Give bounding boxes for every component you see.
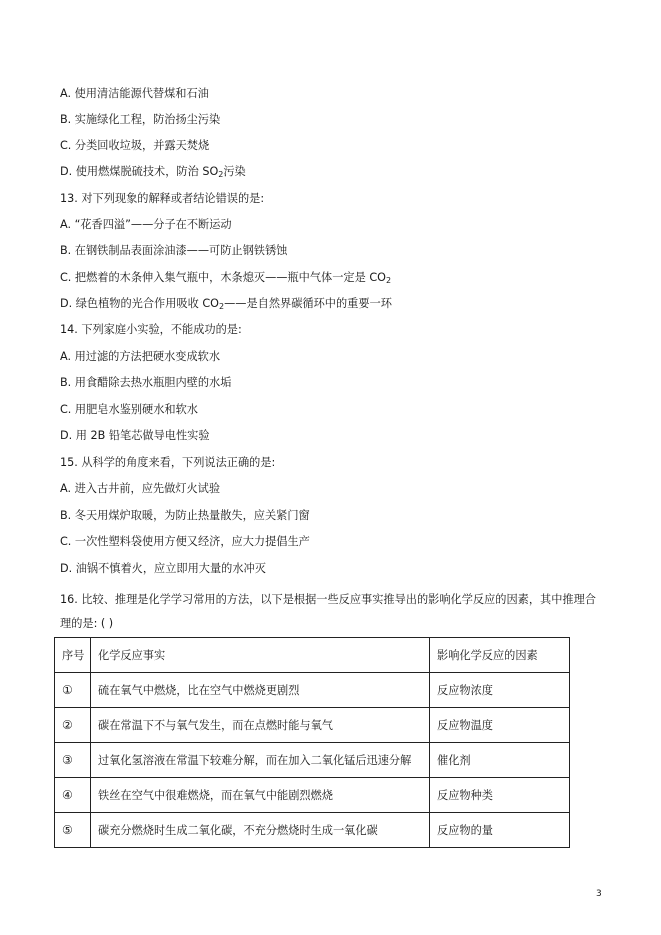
q12-option-d-tail: 污染 <box>223 165 246 178</box>
q14-option-c: C. 用肥皂水鉴别硬水和软水 <box>60 403 198 416</box>
row-fact: 过氧化氢溶液在常温下较难分解，而在加入二氧化锰后迅速分解 <box>91 743 430 778</box>
table-row <box>55 708 570 743</box>
q13-option-c-sub: 2 <box>385 276 392 285</box>
row-fact: 硫在氧气中燃烧，比在空气中燃烧更剧烈 <box>91 673 430 708</box>
reaction-factors-table <box>54 637 570 848</box>
q12-option-d <box>60 164 246 180</box>
q14-option-a: A. 用过滤的方法把硬水变成软水 <box>60 350 221 363</box>
q13-option-d-tail: ——是自然界碳循环中的重要一环 <box>224 297 392 310</box>
q16-stem: 16. 比较、推理是化学学习常用的方法，以下是根据一些反应事实推导出的影响化学反应的因素，其中推理合理的是: ( ) <box>60 593 596 630</box>
q14-option-b: B. 用食醋除去热水瓶胆内壁的水垢 <box>60 376 232 389</box>
q12-option-d-text: D. 使用燃煤脱硫技术，防治 SO <box>60 165 219 178</box>
page-number: 3 <box>596 889 602 899</box>
q13-option-d-sub: 2 <box>218 302 225 311</box>
row-factor: 反应物浓度 <box>430 673 570 708</box>
table-header-row <box>55 638 570 673</box>
row-number: ④ <box>55 778 91 813</box>
row-number: ② <box>55 708 91 743</box>
q14-stem: 14. 下列家庭小实验，不能成功的是: <box>60 323 242 336</box>
header-number: 序号 <box>55 638 91 673</box>
row-factor: 反应物种类 <box>430 778 570 813</box>
q12-option-c: C. 分类回收垃圾，并露天焚烧 <box>60 139 210 152</box>
table-row <box>55 673 570 708</box>
q12-option-d-sub: 2 <box>218 170 224 179</box>
row-factor: 反应物温度 <box>430 708 570 743</box>
row-number: ⑤ <box>55 813 91 848</box>
q13-option-a: A. “花香四溢”——分子在不断运动 <box>60 218 232 231</box>
row-factor: 催化剂 <box>430 743 570 778</box>
table-row <box>55 813 570 848</box>
q13-stem: 13. 对下列现象的解释或者结论错误的是: <box>60 192 265 205</box>
q13-option-c-text: C. 把燃着的木条伸入集气瓶中，木条熄灭——瓶中气体一定是 CO <box>60 271 386 284</box>
header-factor: 影响化学反应的因素 <box>430 638 570 673</box>
q15-option-a: A. 进入古井前，应先做灯火试验 <box>60 482 221 495</box>
q15-option-d: D. 油锅不慎着火，应立即用大量的水冲灭 <box>60 562 266 575</box>
row-factor: 反应物的量 <box>430 813 570 848</box>
row-fact: 碳在常温下不与氧气发生，而在点燃时能与氧气 <box>91 708 430 743</box>
table-row <box>55 743 570 778</box>
q13-option-b: B. 在钢铁制品表面涂油漆——可防止钢铁锈蚀 <box>60 244 288 257</box>
q15-option-b: B. 冬天用煤炉取暖，为防止热量散失，应关紧门窗 <box>60 509 310 522</box>
row-fact: 碳充分燃烧时生成二氧化碳，不充分燃烧时生成一氧化碳 <box>91 813 430 848</box>
q15-stem: 15. 从科学的角度来看，下列说法正确的是: <box>60 456 276 469</box>
q13-option-d-text: D. 绿色植物的光合作用吸收 CO <box>60 297 219 310</box>
row-fact: 铁丝在空气中很难燃烧，而在氧气中能剧烈燃烧 <box>91 778 430 813</box>
row-number: ① <box>55 673 91 708</box>
row-number: ③ <box>55 743 91 778</box>
q13-option-c <box>60 270 391 286</box>
q12-option-a: A. 使用清洁能源代替煤和石油 <box>60 87 209 100</box>
table-row <box>55 778 570 813</box>
q14-option-d: D. 用 2B 铅笔芯做导电性实验 <box>60 429 210 442</box>
q15-option-c: C. 一次性塑料袋使用方便又经济，应大力提倡生产 <box>60 535 310 548</box>
q12-option-b: B. 实施绿化工程，防治扬尘污染 <box>60 113 221 126</box>
q13-option-d <box>60 296 392 312</box>
header-fact: 化学反应事实 <box>91 638 430 673</box>
